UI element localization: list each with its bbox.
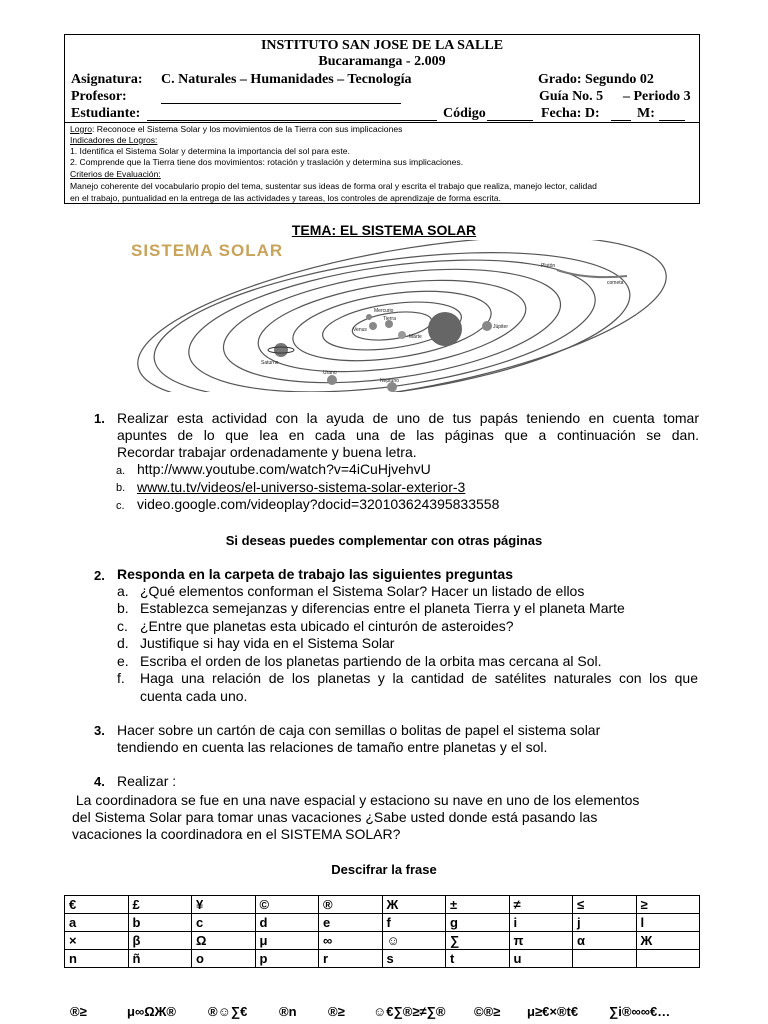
label-venus: Venus [353, 327, 367, 333]
cipher-cell: a [65, 914, 129, 932]
cipher-cell: © [255, 896, 319, 914]
logro [70, 124, 402, 135]
q1-link-a[interactable]: http://www.youtube.com/watch?v=4iCuHjvehvU [137, 461, 431, 477]
coded-word: ®n [279, 1004, 297, 1019]
label-cometa: cometa [607, 280, 624, 286]
criterios-label: Criterios de Evaluación: [70, 169, 161, 179]
coded-word: ∑i®∞∞€… [609, 1004, 671, 1019]
coded-word: ®≥ [70, 1004, 87, 1019]
coded-word: ®≥ [328, 1004, 345, 1019]
cipher-cell [636, 950, 700, 968]
q4-number: 4. [94, 774, 105, 789]
asignatura-label: Asignatura: [71, 72, 143, 87]
label-marte: Marte [409, 334, 422, 340]
cipher-row [65, 896, 700, 914]
cipher-cell: Ж [636, 932, 700, 950]
q1-line-1: Realizar esta actividad con la ayuda de uno de tus papás teniendo en cuenta tomar [117, 410, 699, 426]
q1-link-b[interactable]: www.tu.tv/videos/el-universo-sistema-solar-exterior-3 [137, 479, 466, 495]
guia: Guía No. 5 [539, 89, 604, 104]
label-mercurio: Mercurio [374, 308, 394, 314]
q2-d-letter: d. [117, 635, 129, 651]
cipher-cell: c [192, 914, 256, 932]
periodo: – Periodo 3 [623, 89, 691, 104]
mercurio-planet [366, 314, 372, 320]
cipher-cell: £ [128, 896, 192, 914]
saturno-planet [274, 343, 288, 357]
q2-a-text: ¿Qué elementos conforman el Sistema Solar? Hacer un listado de ellos [140, 583, 585, 599]
cipher-cell: ¥ [192, 896, 256, 914]
label-saturno: Saturno [261, 360, 279, 366]
figure-title: SISTEMA SOLAR [131, 241, 284, 260]
cipher-row [65, 932, 700, 950]
asignatura-value: C. Naturales – Humanidades – Tecnología [161, 72, 412, 87]
cipher-cell: ± [446, 896, 510, 914]
q4-line-1: La coordinadora se fue en una nave espacial y estaciono su nave en uno de los elementos [72, 792, 640, 808]
cipher-cell: Ж [382, 896, 446, 914]
q2-f-cont: cuenta cada uno. [140, 688, 248, 704]
criterios-line-1: Manejo coherente del vocabulario propio del tema, sustentar sus ideas de forma oral y escrita el trabajo que realiza, manejo lector, calidad [70, 181, 597, 191]
cipher-cell: Ω [192, 932, 256, 950]
cipher-cell: j [573, 914, 637, 932]
descifrar-title: Descifrar la frase [331, 862, 437, 877]
cipher-cell: ∑ [446, 932, 510, 950]
header-divider [65, 122, 699, 123]
cipher-cell: μ [255, 932, 319, 950]
q1-link-c[interactable]: video.google.com/videoplay?docid=320103624395833558 [137, 496, 500, 512]
indicadores-label: Indicadores de Logros: [70, 135, 158, 145]
jupiter-planet [428, 312, 462, 346]
cipher-cell: r [319, 950, 383, 968]
q1-number: 1. [94, 411, 105, 426]
cipher-cell: d [255, 914, 319, 932]
label-urano: Urano [323, 370, 337, 376]
pluton-planet [482, 321, 492, 331]
q3-line-1: Hacer sobre un cartón de caja con semillas o bolitas de papel el sistema solar [117, 722, 601, 738]
q4-line-3: vacaciones la coordinadora en el SISTEMA SOLAR? [72, 826, 401, 842]
header-box [64, 34, 700, 204]
cipher-cell: b [128, 914, 192, 932]
mes-line[interactable] [659, 120, 685, 121]
coded-word: ®☺∑€ [208, 1004, 248, 1019]
cipher-cell: ≠ [509, 896, 573, 914]
cipher-cell: ® [319, 896, 383, 914]
q3-line-2: tendiendo en cuenta las relaciones de tamaño entre planetas y el sol. [117, 739, 548, 755]
criterios-line-2: en el trabajo, puntualidad en la entrega de las actividades y tareas, los controles de aprendizaje de forma escrita. [70, 193, 501, 203]
q2-c-letter: c. [117, 618, 128, 634]
cipher-cell: n [65, 950, 129, 968]
cipher-cell: e [319, 914, 383, 932]
q2-title: Responda en la carpeta de trabajo las siguientes preguntas [117, 566, 514, 582]
q2-c-text: ¿Entre que planetas esta ubicado el cinturón de asteroides? [140, 618, 514, 634]
estudiante-line[interactable] [147, 120, 437, 121]
q2-number: 2. [94, 568, 105, 583]
label-neptuno: Neptuno [380, 378, 399, 384]
label-pluton: Plutón [541, 263, 556, 269]
marte-planet [398, 331, 406, 339]
indicador-1: 1. Identifica el Sistema Solar y determina la importancia del sol para este. [70, 146, 350, 156]
q1-link-c-letter: c. [116, 500, 125, 512]
q2-e-text: Escriba el orden de los planetas partiendo de la orbita mas cercana al Sol. [140, 653, 602, 669]
q3-number: 3. [94, 723, 105, 738]
mes-label: M: [637, 106, 655, 121]
cipher-cell: π [509, 932, 573, 950]
profesor-label: Profesor: [71, 89, 127, 104]
indicador-2: 2. Comprende que la Tierra tiene dos movimientos: rotación y traslación y determina sus implicaciones. [70, 157, 464, 167]
coded-word: ©®≥ [474, 1004, 501, 1019]
venus-planet [369, 322, 377, 330]
codigo-line[interactable] [487, 120, 533, 121]
cipher-row [65, 914, 700, 932]
cipher-cell: g [446, 914, 510, 932]
solar-system-illustration [127, 240, 672, 392]
label-jupiter: Júpiter [493, 324, 509, 330]
coded-word: ☺€∑®≥≠∑® [373, 1004, 446, 1019]
q2-f-letter: f. [117, 670, 125, 686]
cipher-cell: ≥ [636, 896, 700, 914]
coded-word: μ∞ΩЖ® [127, 1004, 176, 1019]
cipher-cell: f [382, 914, 446, 932]
profesor-line[interactable] [161, 103, 401, 104]
complementar-text: Si deseas puedes complementar con otras páginas [225, 533, 543, 548]
logro-label: Logro [70, 124, 92, 134]
q2-d-text: Justifique si hay vida en el Sistema Solar [140, 635, 395, 651]
q1-link-a-letter: a. [116, 465, 126, 477]
q2-e-letter: e. [117, 653, 129, 669]
cipher-cell: β [128, 932, 192, 950]
tema-title: TEMA: EL SISTEMA SOLAR [291, 222, 477, 238]
q2-b-text: Establezca semejanzas y diferencias entre el planeta Tierra y el planeta Marte [140, 600, 625, 616]
cipher-cell: l [636, 914, 700, 932]
estudiante-label: Estudiante: [71, 106, 141, 121]
institution-name: INSTITUTO SAN JOSE DE LA SALLE [260, 38, 504, 53]
cipher-cell: ∞ [319, 932, 383, 950]
cipher-table [64, 895, 700, 968]
cipher-cell: i [509, 914, 573, 932]
dia-line[interactable] [611, 120, 631, 121]
cipher-cell: ☺ [382, 932, 446, 950]
codigo-label: Código [443, 106, 486, 121]
q1-line-3: Recordar trabajar ordenadamente y buena letra. [117, 444, 417, 460]
q2-a-letter: a. [117, 583, 129, 599]
cipher-cell: s [382, 950, 446, 968]
q4-title: Realizar : [117, 773, 177, 789]
cipher-cell [573, 950, 637, 968]
urano-planet [327, 375, 337, 385]
label-tierra: Tierra [383, 316, 396, 322]
cipher-row [65, 950, 700, 968]
cipher-cell: o [192, 950, 256, 968]
cipher-cell: α [573, 932, 637, 950]
cipher-cell: u [509, 950, 573, 968]
cipher-cell: € [65, 896, 129, 914]
coded-word: μ≥€×®t€ [527, 1004, 579, 1019]
q2-f-text: Haga una relación de los planetas y la cantidad de satélites naturales con los que [140, 670, 698, 686]
logro-text: : Reconoce el Sistema Solar y los movimientos de la Tierra con sus implicaciones [91, 124, 403, 134]
q4-line-2: del Sistema Solar para tomar unas vacaciones ¿Sabe usted donde está pasando las [72, 809, 598, 825]
q2-b-letter: b. [117, 600, 129, 616]
cipher-cell: t [446, 950, 510, 968]
fecha-label: Fecha: D: [541, 106, 600, 121]
cipher-cell: ≤ [573, 896, 637, 914]
cipher-cell: ñ [128, 950, 192, 968]
cipher-cell: p [255, 950, 319, 968]
q1-line-2: apuntes de lo que lea en cada una de las páginas que a continuación se dan. [117, 427, 699, 443]
q1-link-b-letter: b. [116, 482, 126, 494]
city-year: Bucaramanga - 2.009 [318, 54, 446, 69]
grado: Grado: Segundo 02 [538, 72, 654, 87]
cipher-cell: × [65, 932, 129, 950]
